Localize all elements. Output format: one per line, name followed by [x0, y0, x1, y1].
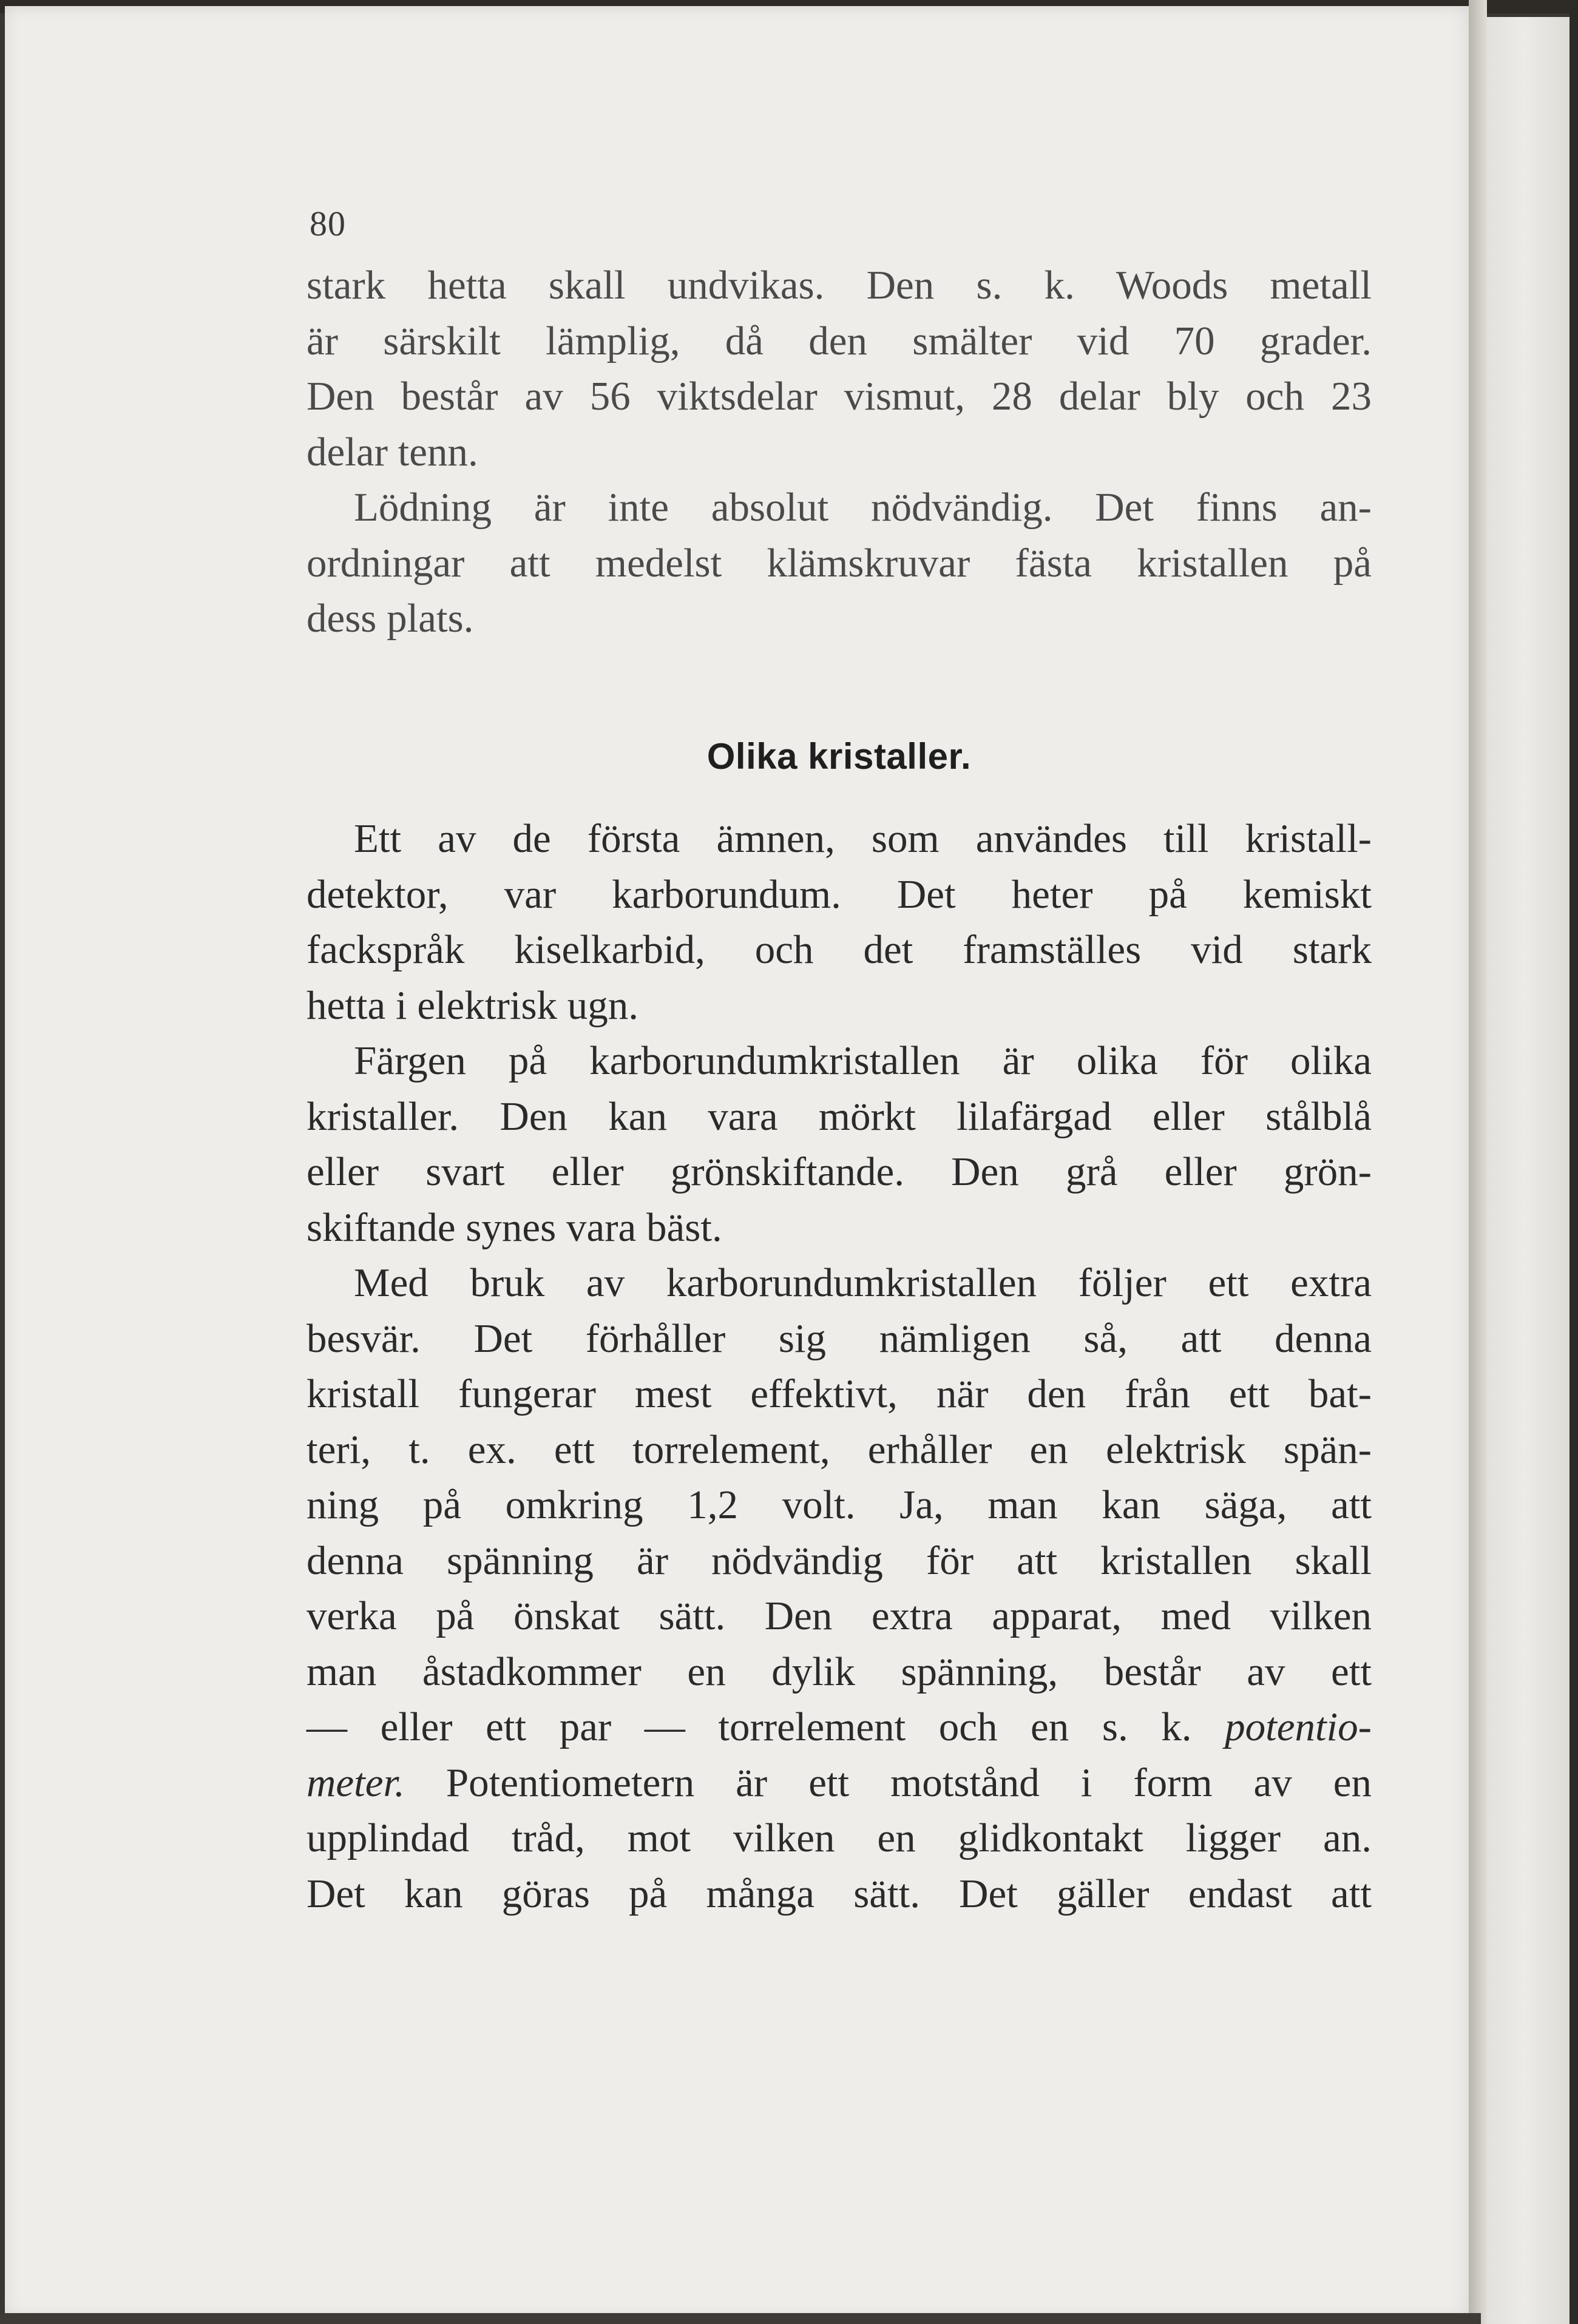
text-line: detektor, var karborundum. Det heter på kemiskt	[306, 871, 1372, 917]
text-line: teri, t. ex. ett torrelement, erhåller en elektrisk spän-	[306, 1427, 1372, 1472]
text-line: Det kan göras på många sätt. Det gäller endast att	[306, 1871, 1372, 1916]
text-line: Lödning är inte absolut nödvändig. Det finns an-	[354, 485, 1372, 530]
text-line: besvär. Det förhåller sig nämligen så, att denna	[306, 1316, 1372, 1361]
text-run: — eller ett par — torrelement och en s. k.	[306, 1704, 1192, 1749]
section-heading: Olika kristaller.	[706, 736, 972, 777]
next-page-edge	[1487, 17, 1578, 2324]
text-line: verka på önskat sätt. Den extra apparat, med vilken	[306, 1593, 1372, 1638]
paragraph	[306, 811, 1372, 1033]
text-line: delar tenn.	[306, 429, 478, 475]
body-text-top	[306, 258, 1372, 647]
text-line: man åstadkommer en dylik spänning, består av ett	[306, 1649, 1372, 1694]
paragraph	[306, 1255, 1372, 1922]
text-line: Ett av de första ämnen, som användes till kristall-	[354, 816, 1372, 861]
italic-term: meter.	[306, 1760, 405, 1805]
text-line: denna spänning är nödvändig för att kristallen skall	[306, 1538, 1372, 1583]
text-line	[306, 1700, 1372, 1755]
text-line: Färgen på karborundumkristallen är olika för olika	[354, 1038, 1372, 1083]
scan-right-edge	[1570, 0, 1578, 2324]
text-line: stark hetta skall undvikas. Den s. k. Woods metall	[306, 263, 1372, 308]
text-line: ordningar att medelst klämskruvar fästa kristallen på	[306, 540, 1372, 586]
paragraph	[306, 258, 1372, 480]
text-line: ning på omkring 1,2 volt. Ja, man kan säga, att	[306, 1482, 1372, 1527]
text-line: kristaller. Den kan vara mörkt lilafärgad eller stålblå	[306, 1093, 1372, 1139]
page-number: 80	[310, 204, 346, 243]
italic-term: potentio-	[1225, 1704, 1372, 1749]
scan-bottom-edge	[0, 2313, 1481, 2324]
body-text-main	[306, 811, 1372, 1922]
book-gutter	[1469, 0, 1487, 2324]
text-run: Potentiometern är ett motstånd i form av en	[404, 1760, 1372, 1805]
text-line: hetta i elektrisk ugn.	[306, 982, 639, 1028]
text-line	[306, 1755, 1372, 1811]
text-line: är särskilt lämplig, då den smälter vid 70 grader.	[306, 318, 1372, 363]
text-line: fackspråk kiselkarbid, och det framställes vid stark	[306, 927, 1372, 972]
text-line: dess plats.	[306, 596, 474, 641]
text-line: Den består av 56 viktsdelar vismut, 28 delar bly och 23	[306, 374, 1372, 419]
text-line: eller svart eller grönskiftande. Den grå eller grön-	[306, 1149, 1372, 1194]
paragraph	[306, 1033, 1372, 1255]
text-line: skiftande synes vara bäst.	[306, 1204, 722, 1250]
text-line: kristall fungerar mest effektivt, när den från ett bat-	[306, 1371, 1372, 1416]
text-line: Med bruk av karborundumkristallen följer ett extra	[354, 1260, 1372, 1305]
text-line: upplindad tråd, mot vilken en glidkontakt ligger an.	[306, 1816, 1372, 1860]
paragraph	[306, 480, 1372, 647]
